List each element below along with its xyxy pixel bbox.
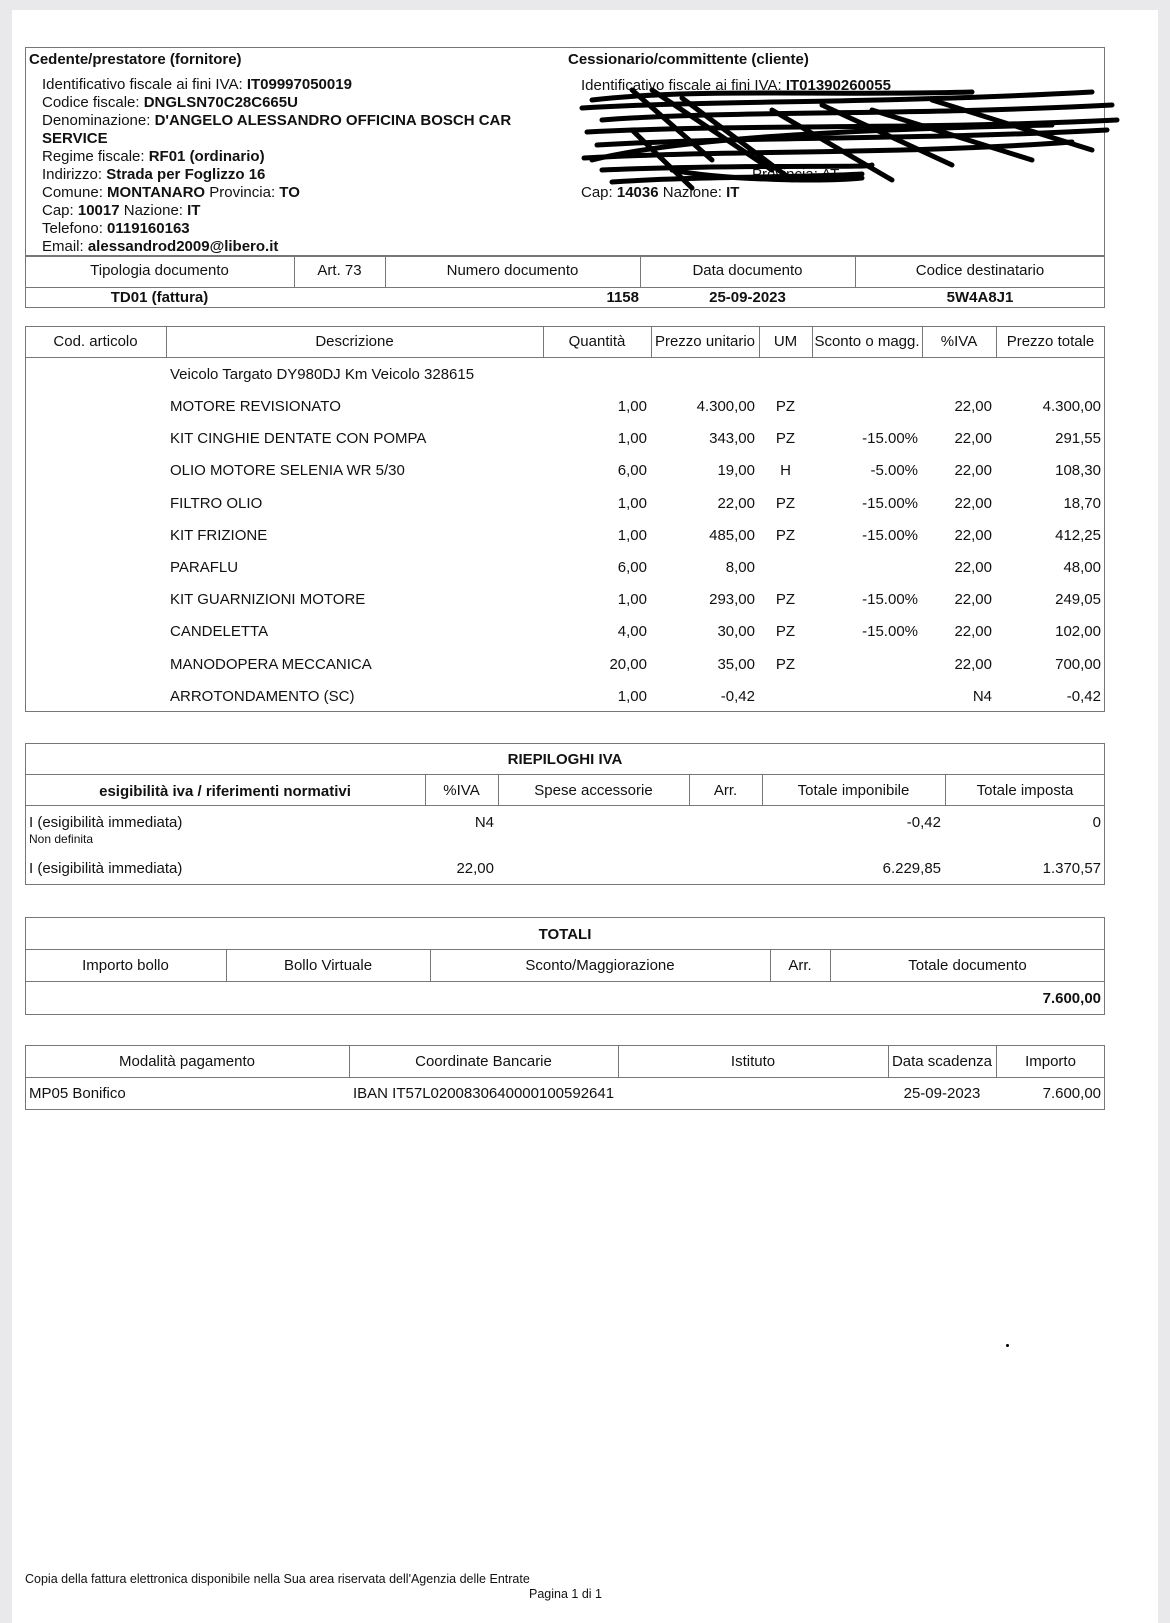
line-iva: 22,00 [954, 559, 992, 576]
stray-dot [1006, 1344, 1009, 1347]
line-total: -0,42 [1066, 687, 1101, 705]
line-um: PZ [775, 591, 796, 609]
line-iva: 22,00 [954, 462, 992, 480]
vat-row-1-imposta: 0 [1092, 814, 1101, 831]
invoice-page [12, 10, 1158, 1623]
doc-header-codice: Codice destinatario [915, 262, 1045, 279]
vat-row-1-desc: I (esigibilità immediata) [29, 814, 183, 831]
line-total: 18,70 [1063, 494, 1101, 512]
vat-row-1-note: Non definita [29, 832, 94, 846]
vat-header-desc: esigibilità iva / riferimenti normativi [99, 783, 351, 800]
supplier-heading: Cedente/prestatore (fornitore) [29, 51, 242, 68]
line-total: 249,05 [1055, 591, 1101, 609]
line-qty: 1,00 [617, 687, 647, 705]
doc-tipologia: TD01 (fattura) [110, 289, 209, 306]
totals-title: TOTALI [538, 926, 592, 943]
line-discount: -15.00% [862, 494, 918, 512]
doc-header-data: Data documento [692, 262, 803, 279]
col-header-desc: Descrizione [315, 333, 394, 350]
col-header-total: Prezzo totale [1006, 333, 1095, 350]
vat-row-2-imposta: 1.370,57 [1042, 860, 1101, 877]
line-total: 700,00 [1055, 655, 1101, 673]
line-qty: 4,00 [617, 623, 647, 641]
line-price: 343,00 [709, 430, 755, 448]
line-discount: -15.00% [862, 430, 918, 448]
vat-row-1-iva: N4 [474, 814, 494, 831]
doc-codice: 5W4A8J1 [946, 289, 1014, 306]
vat-row-2-desc: I (esigibilità immediata) [29, 860, 183, 877]
totals-header-arr: Arr. [788, 957, 812, 974]
line-um: PZ [775, 398, 796, 415]
line-um: PZ [775, 623, 796, 641]
vat-header-imposta: Totale imposta [976, 782, 1074, 799]
line-price: 19,00 [717, 462, 755, 480]
line-iva: 22,00 [954, 430, 992, 448]
line-iva: 22,00 [954, 398, 992, 415]
line-desc: MANODOPERA MECCANICA [170, 655, 372, 673]
customer-heading: Cessionario/committente (cliente) [568, 51, 809, 68]
doc-data: 25-09-2023 [709, 289, 786, 306]
line-um: H [780, 462, 791, 480]
line-price: 485,00 [709, 526, 755, 544]
line-desc: ARROTONDAMENTO (SC) [170, 687, 355, 705]
doc-header-art73: Art. 73 [317, 262, 362, 279]
vehicle-note: Veicolo Targato DY980DJ Km Veicolo 328615 [170, 366, 475, 383]
supplier-details: Identificativo fiscale ai fini IVA: IT09997050019 Codice fiscale: DNGLSN70C28C665U Denominazione: D'ANGELO ALESSANDRO OFFICINA BOSCH CAR SERVICE Regime fiscale: RF01 (ordinario) Indirizzo: Strada per Foglizzo 16 Comune: MONTANARO Provincia: TO Cap: 10017 Nazione: IT Telefono: 0119160163 Email: alessandrod2009@libero.it [42, 76, 512, 255]
line-um: PZ [775, 430, 796, 448]
totals-header-sconto: Sconto/Maggiorazione [525, 957, 675, 974]
totals-header-bollo-virtuale: Bollo Virtuale [283, 957, 373, 974]
col-header-qty: Quantità [568, 333, 626, 350]
line-qty: 6,00 [617, 559, 647, 576]
col-header-price: Prezzo unitario [654, 333, 756, 350]
payment-iban: IBAN IT57L0200830640000100592641 [353, 1085, 615, 1102]
payment-due-date: 25-09-2023 [903, 1085, 981, 1102]
line-iva: 22,00 [954, 655, 992, 673]
customer-cap: Cap: 14036 Nazione: IT [581, 184, 740, 201]
line-total: 48,00 [1063, 559, 1101, 576]
redaction-scribble [572, 70, 1132, 210]
col-header-iva: %IVA [940, 333, 978, 350]
line-qty: 6,00 [617, 462, 647, 480]
line-price: 22,00 [717, 494, 755, 512]
page-number: Pagina 1 di 1 [529, 1587, 602, 1601]
line-total: 102,00 [1055, 623, 1101, 641]
doc-header-tipologia: Tipologia documento [90, 262, 229, 279]
vat-header-iva: %IVA [443, 782, 480, 799]
line-discount: -15.00% [862, 526, 918, 544]
line-total: 412,25 [1055, 526, 1101, 544]
line-price: -0,42 [720, 687, 755, 705]
col-header-um: UM [773, 333, 798, 350]
line-qty: 1,00 [617, 398, 647, 415]
line-qty: 1,00 [617, 494, 647, 512]
vat-summary-title: RIEPILOGHI IVA [507, 751, 623, 768]
vat-header-spese: Spese accessorie [534, 782, 653, 799]
line-iva: N4 [972, 687, 992, 705]
payment-mode: MP05 Bonifico [29, 1085, 126, 1102]
line-qty: 20,00 [609, 655, 647, 673]
payment-header-istituto: Istituto [730, 1053, 776, 1070]
vat-row-2-imponibile: 6.229,85 [882, 860, 941, 877]
line-qty: 1,00 [617, 591, 647, 609]
doc-header-numero: Numero documento [446, 262, 579, 279]
col-header-disc: Sconto o magg. [814, 333, 920, 350]
doc-numero: 1158 [606, 289, 639, 306]
line-price: 293,00 [709, 591, 755, 609]
totals-header-totale: Totale documento [908, 957, 1027, 974]
payment-header-modalita: Modalità pagamento [119, 1053, 255, 1070]
line-qty: 1,00 [617, 430, 647, 448]
line-um: PZ [775, 655, 796, 673]
line-iva: 22,00 [954, 526, 992, 544]
line-qty: 1,00 [617, 526, 647, 544]
line-discount: -15.00% [862, 623, 918, 641]
vat-row-1-imponibile: -0,42 [906, 814, 941, 831]
line-price: 8,00 [725, 559, 755, 576]
customer-vat-id: Identificativo fiscale ai fini IVA: IT01390260055 [581, 77, 891, 94]
vat-header-arr: Arr. [713, 782, 738, 799]
payment-amount: 7.600,00 [1042, 1085, 1101, 1102]
line-total: 4.300,00 [1042, 398, 1101, 415]
payment-header-scadenza: Data scadenza [891, 1053, 993, 1070]
line-um: PZ [775, 526, 796, 544]
line-desc: FILTRO OLIO [170, 494, 263, 512]
vat-header-imponibile: Totale imponibile [797, 782, 910, 799]
line-desc: PARAFLU [170, 559, 239, 576]
line-desc: MOTORE REVISIONATO [170, 398, 341, 415]
totals-header-bollo: Importo bollo [82, 957, 169, 974]
footer-note: Copia della fattura elettronica disponibile nella Sua area riservata dell'Agenzia delle Entrate [25, 1572, 530, 1586]
line-desc: OLIO MOTORE SELENIA WR 5/30 [170, 462, 405, 480]
line-desc: KIT GUARNIZIONI MOTORE [170, 591, 366, 609]
line-iva: 22,00 [954, 494, 992, 512]
line-price: 30,00 [717, 623, 755, 641]
line-discount: -5.00% [870, 462, 918, 480]
customer-provincia: Provincia: AT [752, 166, 840, 183]
line-total: 108,30 [1055, 462, 1101, 480]
line-desc: KIT CINGHIE DENTATE CON POMPA [170, 430, 427, 448]
payment-header-coordinate: Coordinate Bancarie [415, 1053, 552, 1070]
line-price: 35,00 [717, 655, 755, 673]
line-desc: KIT FRIZIONE [170, 526, 268, 544]
payment-header-importo: Importo [1025, 1053, 1076, 1070]
line-price: 4.300,00 [696, 398, 755, 415]
line-desc: CANDELETTA [170, 623, 269, 641]
vat-row-2-iva: 22,00 [456, 860, 494, 877]
document-total: 7.600,00 [1042, 990, 1101, 1007]
line-iva: 22,00 [954, 623, 992, 641]
line-discount: -15.00% [862, 591, 918, 609]
line-total: 291,55 [1055, 430, 1101, 448]
col-header-cod: Cod. articolo [53, 333, 138, 350]
line-iva: 22,00 [954, 591, 992, 609]
line-um: PZ [775, 494, 796, 512]
